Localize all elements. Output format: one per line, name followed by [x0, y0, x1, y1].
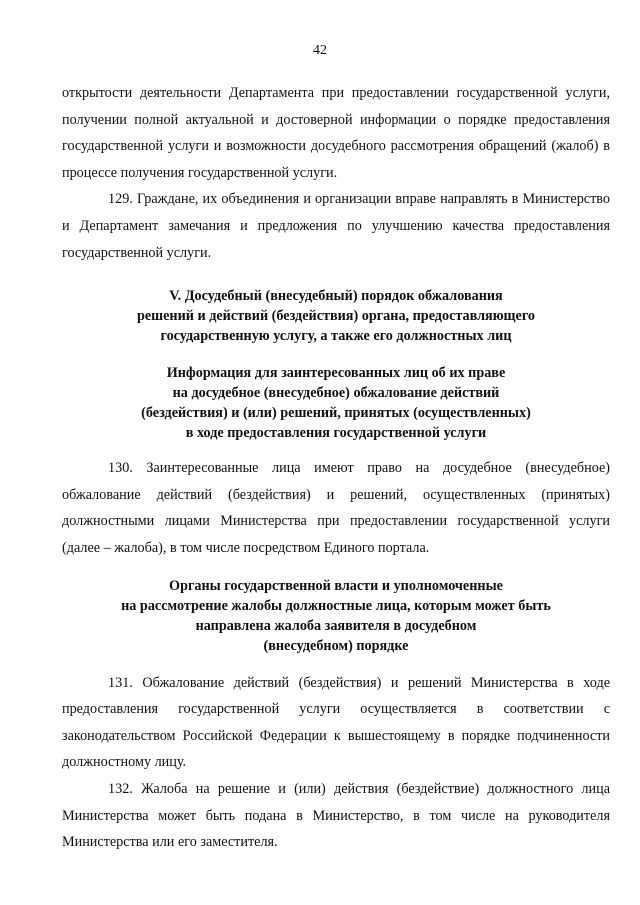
paragraph-130: 130. Заинтересованные лица имеют право на досудебное (внесудебное) обжалование действий (бездействия) и решений, осуществленных (принятых) должностными лицами Министерства при предоставлении государственной услуги (далее – жалоба), в том числе посредством Единого портала. [62, 460, 610, 556]
page-number: 42 [313, 43, 327, 58]
heading-line: V. Досудебный (внесудебный) порядок обжалования [169, 288, 503, 305]
paragraph-132: 132. Жалоба на решение и (или) действия (бездействие) должностного лица Министерства может быть подана в Министерство, в том числе на руководителя Министерства или его заместителя. [62, 780, 610, 851]
heading-line: в ходе предоставления государственной услуги [185, 425, 487, 442]
heading-line: решений и действий (бездействия) органа, предоставляющего [136, 308, 536, 325]
paragraph-131: 131. Обжалование действий (бездействия) и решений Министерства в ходе предоставления государственной услуги осуществляется в соответствии с законодательством Российской Федерации к вышестоящему в порядке подчиненности должностному лицу. [62, 674, 610, 771]
heading-line: государственную услугу, а также его должностных лиц [160, 328, 512, 345]
info-subheading [62, 363, 610, 443]
heading-line: Информация для заинтересованных лиц об их праве [166, 365, 506, 382]
heading-line: (бездействия) и (или) решений, принятых (осуществленных) [141, 405, 531, 422]
paragraph-continuation: открытости деятельности Департамента при предоставлении государственной услуги, получении полной актуальной и достоверной информации о порядке предоставления государственной услуги и возможности досудебного рассмотрения обращений (жалоб) в процессе получения государственной услуги. [62, 85, 610, 181]
heading-line: (внесудебном) порядке [263, 637, 409, 654]
organs-subheading [62, 576, 610, 656]
heading-line: направлена жалоба заявителя в досудебном [195, 617, 477, 634]
heading-line: Органы государственной власти и уполномоченные [169, 577, 503, 594]
heading-line: на досудебное (внесудебное) обжалование действий [172, 385, 500, 402]
heading-line: на рассмотрение жалобы должностные лица, которым может быть [121, 597, 551, 614]
section-v-heading [62, 286, 610, 346]
paragraph-129: 129. Граждане, их объединения и организации вправе направлять в Министерство и Департамент замечания и предложения по улучшению качества предоставления государственной услуги. [62, 191, 610, 261]
page-body [62, 80, 610, 856]
